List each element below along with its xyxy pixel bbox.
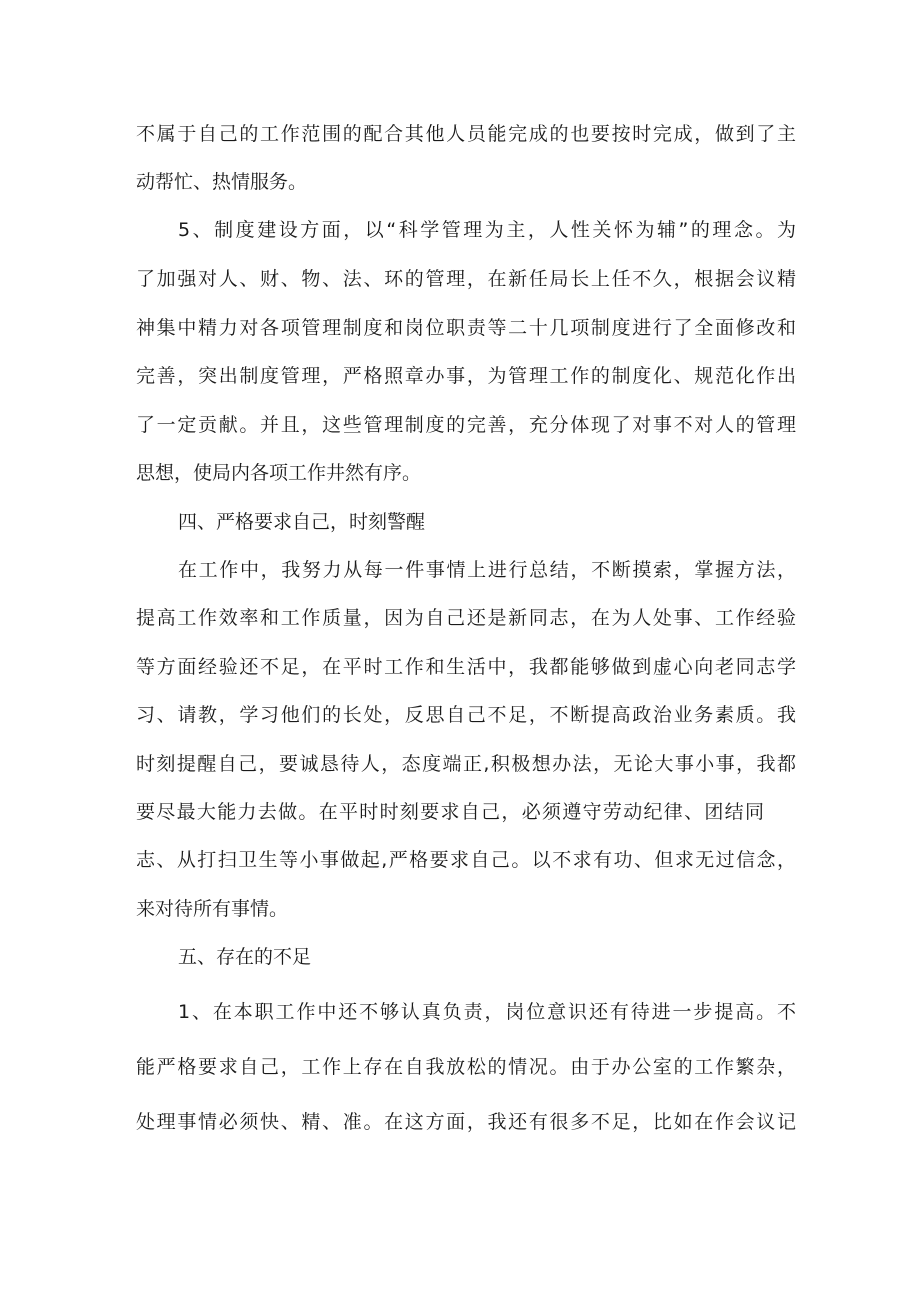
section-heading-4: 四、严格要求自己，时刻警醒	[178, 511, 426, 533]
text-line-4: 了加强对人、财、物、法、环的管理，在新任局长上任不久，根据会议精	[136, 268, 796, 290]
text-line-3: 5、制度建设方面，以“科学管理为主，人性关怀为辅”的理念。为	[178, 219, 796, 241]
text-line-8: 思想，使局内各项工作井然有序。	[136, 462, 422, 484]
text-line-12: 等方面经验还不足，在平时工作和生活中，我都能够做到虚心向老同志学	[136, 656, 796, 678]
text-line-16: 志、从打扫卫生等小事做起,严格要求自己。以不求有功、但求无过信念，	[136, 849, 796, 871]
text-line-11: 提高工作效率和工作质量，因为自己还是新同志，在为人处事、工作经验	[136, 607, 796, 629]
text-line-7: 了一定贡献。并且，这些管理制度的完善，充分体现了对事不对人的管理	[136, 414, 796, 436]
text-line-20: 能严格要求自己，工作上存在自我放松的情况。由于办公室的工作繁杂，	[136, 1056, 796, 1078]
text-line-14: 时刻提醒自己，要诚恳待人，态度端正,积极想办法，无论大事小事，我都	[136, 753, 796, 775]
text-line-10: 在工作中，我努力从每一件事情上进行总结，不断摸索，掌握方法，	[178, 559, 796, 581]
section-heading-5: 五、存在的不足	[178, 946, 312, 968]
text-line-5: 神集中精力对各项管理制度和岗位职责等二十几项制度进行了全面修改和	[136, 317, 796, 339]
text-line-15: 要尽最大能力去做。在平时时刻要求自己，必须遵守劳动纪律、团结同	[136, 801, 764, 823]
text-line-21: 处理事情必须快、精、准。在这方面，我还有很多不足，比如在作会议记	[136, 1111, 796, 1133]
text-line-6: 完善，突出制度管理，严格照章办事，为管理工作的制度化、规范化作出	[136, 365, 796, 387]
text-line-13: 习、请教，学习他们的长处，反思自己不足，不断提高政治业务素质。我	[136, 704, 796, 726]
text-line-2: 动帮忙、热情服务。	[136, 171, 308, 193]
text-line-1: 不属于自己的工作范围的配合其他人员能完成的也要按时完成，做到了主	[136, 123, 796, 145]
text-line-19: 1、在本职工作中还不够认真负责，岗位意识还有待进一步提高。不	[178, 1001, 796, 1023]
text-line-17: 来对待所有事情。	[136, 898, 289, 920]
